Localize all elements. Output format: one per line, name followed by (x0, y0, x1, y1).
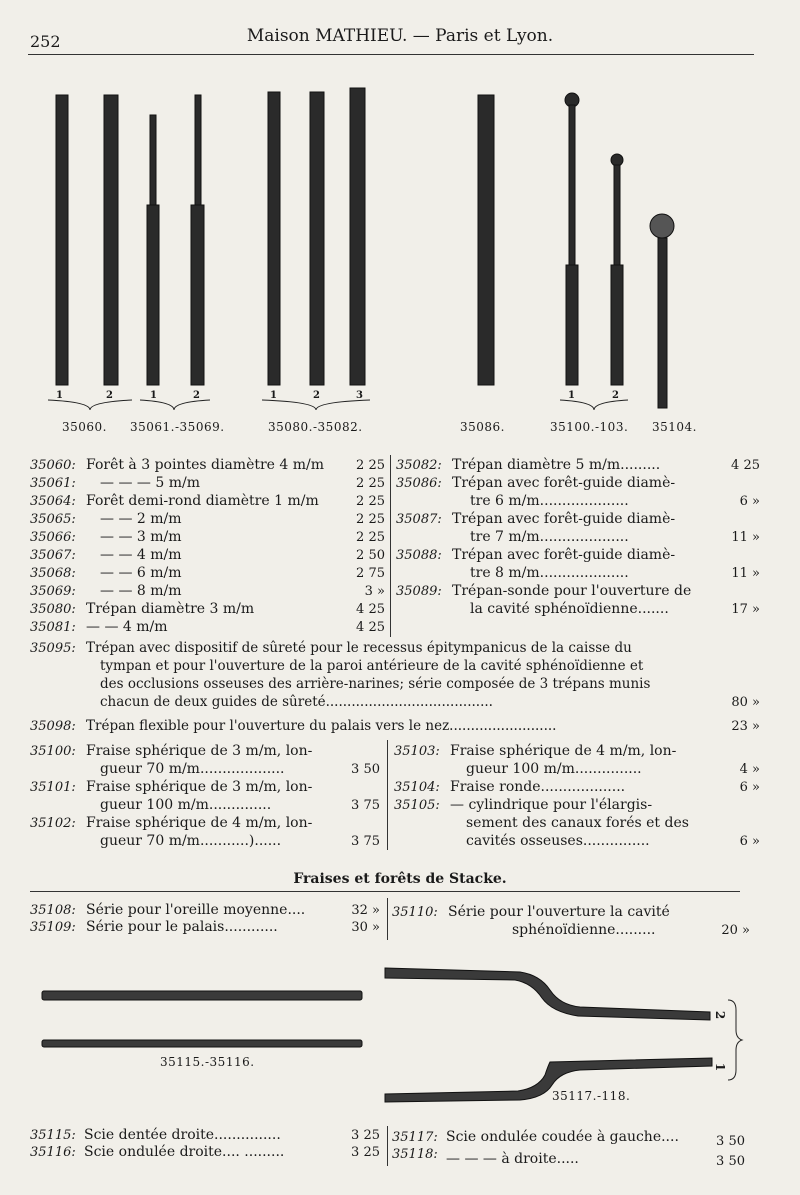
item-desc: Trépan avec dispositif de sûreté pour le recessus épitympanicus de la caisse du (86, 640, 632, 656)
fig-label: 35080.-35082. (268, 420, 363, 434)
item-desc: Fraise sphérique de 3 m/m, lon- (86, 743, 313, 759)
item-price: 3 75 (351, 798, 380, 813)
section-title: Fraises et forêts de Stacke. (293, 871, 507, 887)
item-desc-cont: gueur 100 m/m.............. (100, 797, 272, 813)
fig-number: 2 (193, 390, 200, 401)
item-price: 3 50 (716, 1154, 745, 1169)
item-desc: Trépan flexible pour l'ouverture du palais vers le nez......................... (86, 718, 557, 734)
fig-label: 35100.-103. (550, 420, 629, 434)
item-desc: Trépan diamètre 3 m/m (86, 601, 255, 617)
item-price: 80 » (731, 695, 760, 710)
item-price: 17 » (731, 602, 760, 617)
item-desc: Scie ondulée coudée à gauche.... (446, 1129, 679, 1145)
item-code: 35088: (396, 548, 442, 563)
item-desc: — — — à droite..... (446, 1151, 579, 1167)
item-price: 11 » (731, 566, 760, 581)
fig-number: 2 (313, 390, 320, 401)
item-price: 2 25 (356, 530, 385, 545)
fig-number: 2 (106, 390, 113, 401)
item-desc: Trépan diamètre 5 m/m......... (452, 457, 661, 473)
item-desc-cont: tre 7 m/m.................... (470, 529, 629, 545)
item-desc-cont: gueur 70 m/m................... (100, 761, 285, 777)
item-price: 23 » (731, 719, 760, 734)
fig-number: 1 (150, 390, 157, 401)
fig-label: 35104. (652, 420, 697, 434)
item-desc-cont: des occlusions osseuses des arrière-narines; série composée de 3 trépans munis (100, 676, 651, 692)
item-code: 35069: (30, 584, 76, 599)
item-price: 3 » (364, 584, 385, 599)
item-desc: Trépan avec forêt-guide diamè- (452, 547, 676, 563)
item-desc: — cylindrique pour l'élargis- (450, 797, 653, 813)
item-desc: Forêt demi-rond diamètre 1 m/m (86, 493, 319, 509)
item-desc: — — 8 m/m (100, 583, 182, 599)
item-desc-cont: sement des canaux forés et des (466, 815, 689, 831)
item-desc: — — 3 m/m (100, 529, 182, 545)
page-number: 252 (30, 32, 61, 51)
item-code: 35087: (396, 512, 442, 527)
item-desc: Trépan avec forêt-guide diamè- (452, 511, 676, 527)
item-desc: Fraise ronde................... (450, 779, 626, 795)
fig-number: 1 (568, 390, 575, 401)
item-desc: Série pour l'oreille moyenne.... (86, 902, 306, 918)
item-code: 35061: (30, 476, 76, 491)
item-price: 2 50 (356, 548, 385, 563)
item-code: 35117: (392, 1130, 438, 1145)
item-desc: Fraise sphérique de 4 m/m, lon- (450, 743, 677, 759)
fig-label: 35061.-35069. (130, 420, 225, 434)
item-desc-cont: chacun de deux guides de sûreté....................................... (100, 694, 493, 710)
fig-number: 3 (356, 390, 363, 401)
column-divider (387, 1126, 388, 1166)
item-desc: Scie dentée droite............... (84, 1127, 281, 1143)
item-code: 35101: (30, 780, 76, 795)
item-code: 35115: (30, 1128, 76, 1143)
item-code: 35108: (30, 903, 76, 918)
item-desc: — — 4 m/m (86, 619, 168, 635)
item-desc: Série pour le palais............ (86, 919, 278, 935)
item-code: 35103: (394, 744, 440, 759)
item-desc-cont: tympan et pour l'ouverture de la paroi antérieure de la cavité sphénoïdienne et (100, 658, 644, 674)
item-code: 35089: (396, 584, 442, 599)
fig-number: 1 (56, 390, 63, 401)
item-price: 20 » (721, 923, 750, 938)
fig-label: 35115.-35116. (160, 1055, 255, 1069)
item-price: 32 » (351, 903, 380, 918)
item-price: 4 25 (356, 620, 385, 635)
item-price: 2 25 (356, 494, 385, 509)
item-price: 4 25 (356, 602, 385, 617)
page-title: Maison MATHIEU. — Paris et Lyon. (246, 26, 554, 46)
item-desc: Trépan-sonde pour l'ouverture de (452, 583, 692, 599)
item-code: 35065: (30, 512, 76, 527)
item-code: 35067: (30, 548, 76, 563)
item-desc-cont: tre 8 m/m.................... (470, 565, 629, 581)
item-code: 35102: (30, 816, 76, 831)
item-code: 35081: (30, 620, 76, 635)
item-code: 35064: (30, 494, 76, 509)
item-code: 35068: (30, 566, 76, 581)
item-desc: Fraise sphérique de 3 m/m, lon- (86, 779, 313, 795)
item-price: 2 25 (356, 458, 385, 473)
item-code: 35066: (30, 530, 76, 545)
item-desc-cont: cavités osseuses............... (466, 833, 650, 849)
item-code: 35118: (392, 1147, 438, 1162)
fig-number: 1 (270, 390, 277, 401)
item-desc-cont: gueur 70 m/m...........)...... (100, 833, 282, 849)
item-price: 3 25 (351, 1145, 380, 1160)
item-desc-cont: gueur 100 m/m............... (466, 761, 642, 777)
item-code: 35098: (30, 719, 76, 734)
item-desc-cont: sphénoïdienne......... (512, 922, 656, 938)
item-price: 6 » (739, 834, 760, 849)
item-code: 35100: (30, 744, 76, 759)
item-price: 4 25 (731, 458, 760, 473)
item-desc: Fraise sphérique de 4 m/m, lon- (86, 815, 313, 831)
item-desc: Scie ondulée droite.... ......... (84, 1144, 285, 1160)
item-code: 35110: (392, 905, 438, 920)
item-desc: — — 6 m/m (100, 565, 182, 581)
item-price: 3 75 (351, 834, 380, 849)
item-price: 2 25 (356, 476, 385, 491)
item-desc: — — 4 m/m (100, 547, 182, 563)
fig-label: 35086. (460, 420, 505, 434)
item-desc: — — 2 m/m (100, 511, 182, 527)
item-desc-cont: tre 6 m/m.................... (470, 493, 629, 509)
item-code: 35086: (396, 476, 442, 491)
item-price: 11 » (731, 530, 760, 545)
fig-number: 2 (612, 390, 619, 401)
item-desc: Série pour l'ouverture la cavité (448, 904, 670, 920)
item-code: 35095: (30, 641, 76, 656)
item-price: 6 » (739, 780, 760, 795)
item-code: 35082: (396, 458, 442, 473)
item-price: 3 50 (351, 762, 380, 777)
fig-label: 35117.-118. (552, 1089, 631, 1103)
item-price: 3 50 (716, 1134, 745, 1149)
item-price: 30 » (351, 920, 380, 935)
item-price: 4 » (739, 762, 760, 777)
item-code: 35109: (30, 920, 76, 935)
item-price: 2 75 (356, 566, 385, 581)
fig-number: 2 (713, 1010, 728, 1020)
item-desc: Trépan avec forêt-guide diamè- (452, 475, 676, 491)
item-desc: — — — 5 m/m (100, 475, 200, 491)
item-code: 35116: (30, 1145, 76, 1160)
item-code: 35060: (30, 458, 76, 473)
item-code: 35104: (394, 780, 440, 795)
item-code: 35105: (394, 798, 440, 813)
item-price: 3 25 (351, 1128, 380, 1143)
item-code: 35080: (30, 602, 76, 617)
item-desc: Forêt à 3 pointes diamètre 4 m/m (86, 457, 325, 473)
item-desc-cont: la cavité sphénoïdienne....... (470, 601, 669, 617)
fig-label: 35060. (62, 420, 107, 434)
item-price: 6 » (739, 494, 760, 509)
item-price: 2 25 (356, 512, 385, 527)
fig-number: 1 (713, 1062, 728, 1072)
